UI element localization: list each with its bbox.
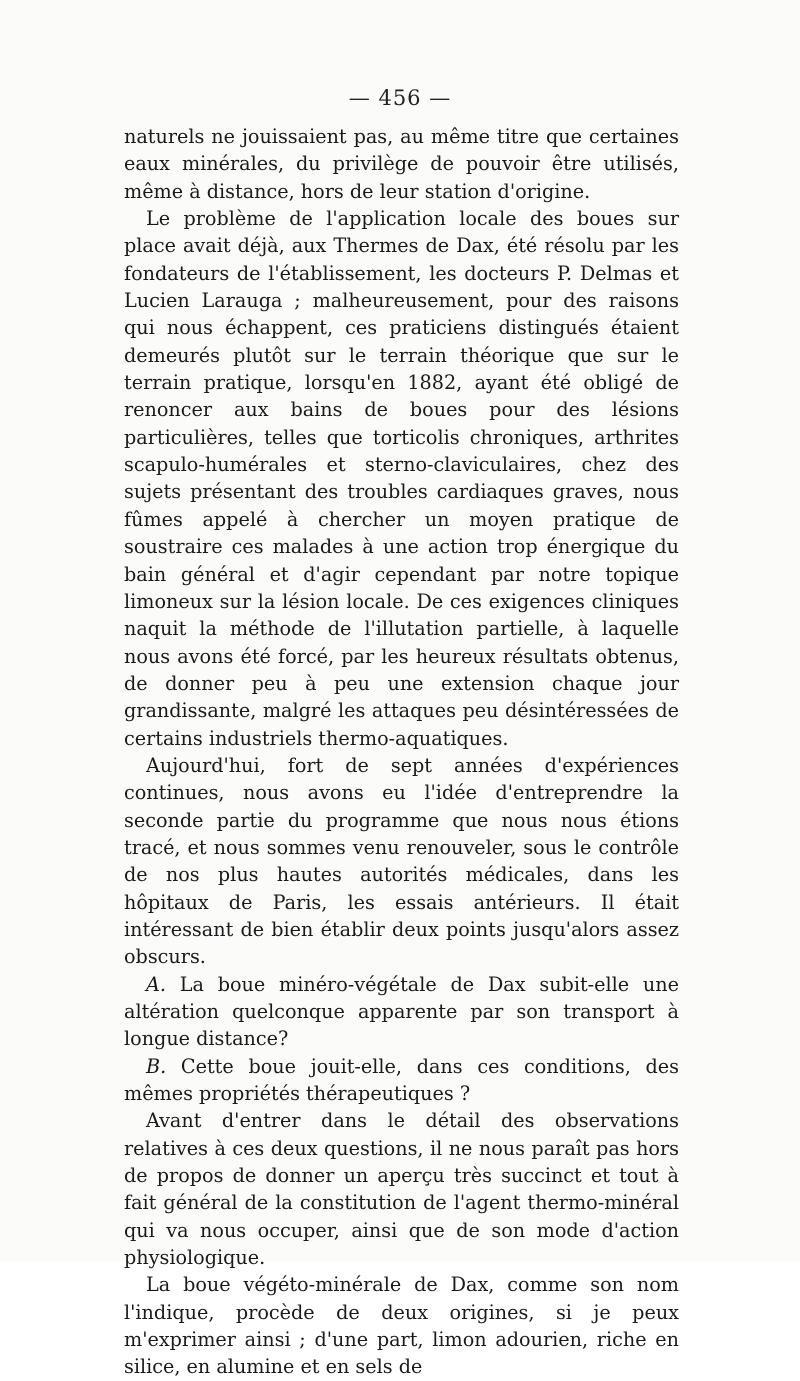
question-a-text: La boue minéro-végétale de Dax subit-elle une altération quelconque apparente par son transport à longue distance? — [124, 972, 679, 1051]
question-b-label: B. — [146, 1054, 167, 1078]
question-a — [124, 971, 679, 1053]
question-b — [124, 1053, 679, 1108]
paragraph-today: Aujourd'hui, fort de sept années d'expériences continues, nous avons eu l'idée d'entreprendre la seconde partie du programme que nous nous étions tracé, et nous sommes venu renouveler, sous le contrôle de nos plus hautes autorités médicales, dans les hôpitaux de Paris, les essais antérieurs. Il était intéressant de bien établir deux points jusqu'alors assez obscurs. — [124, 753, 679, 969]
body-text — [124, 123, 679, 1381]
paragraph-before: Avant d'entrer dans le détail des observations relatives à ces deux questions, il ne nous paraît pas hors de propos de donner un aperçu très succinct et tout à fait général de la constitution de l'agent thermo-minéral qui va nous occuper, ainsi que de son mode d'action physiologique. — [124, 1109, 679, 1270]
page-number: — 456 — — [348, 86, 452, 110]
paragraph-mud: La boue végéto-minérale de Dax, comme son nom l'indique, procède de deux origines, si je peux m'exprimer ainsi ; d'une part, limon adourien, riche en silice, en alumine et en sels de — [124, 1273, 679, 1379]
question-a-label: A. — [146, 972, 166, 996]
paragraph-continuation: naturels ne jouissaient pas, au même titre que certaines eaux minérales, du privilège de pouvoir être utilisés, même à distance, hors de leur station d'origine. — [124, 125, 679, 203]
paragraph-problem: Le problème de l'application locale des boues sur place avait déjà, aux Thermes de Dax, été résolu par les fondateurs de l'établissement, les docteurs P. Delmas et Lucien Larauga ; malheureusement, pour des raisons qui nous échappent, ces praticiens distingués étaient demeurés plutôt sur le terrain théorique que sur le terrain pratique, lorsqu'en 1882, ayant été obligé de renoncer aux bains de boues pour des lésions particulières, telles que torticolis chroniques, arthrites scapulo-humérales et sterno-claviculaires, chez des sujets présentant des troubles cardiaques graves, nous fûmes appelé à chercher un moyen pratique de soustraire ces malades à une action trop énergique du bain général et d'agir cependant par notre topique limoneux sur la lésion locale. De ces exigences cliniques naquit la méthode de l'illutation partielle, à laquelle nous avons été forcé, par les heureux résultats obtenus, de donner peu à peu une extension chaque jour grandissante, malgré les attaques peu désintéressées de certains industriels thermo-aquatiques. — [124, 207, 679, 750]
question-b-text: Cette boue jouit-elle, dans ces conditions, des mêmes propriétés thérapeutiques ? — [124, 1054, 679, 1106]
